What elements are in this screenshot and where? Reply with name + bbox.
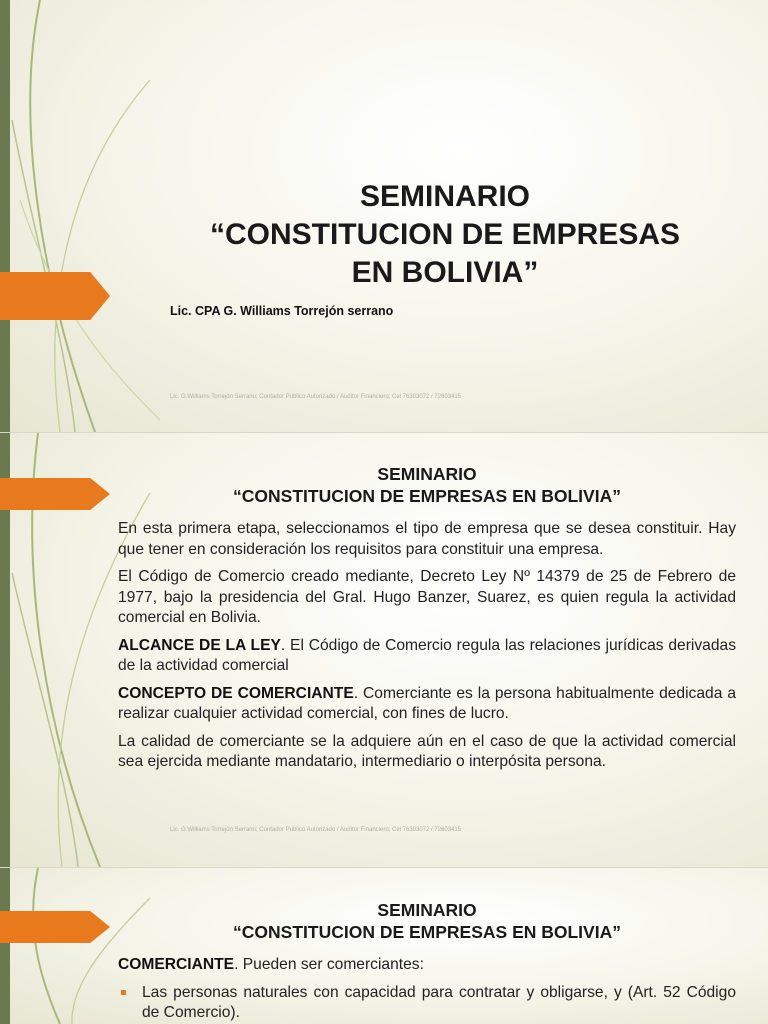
- title-line: SEMINARIO: [377, 900, 477, 920]
- slide-2-title: [118, 463, 736, 507]
- bullet-list: [118, 983, 736, 1024]
- paragraph: El Código de Comercio creado mediante, Decreto Ley Nº 14379 de 25 de Febrero de 1977, bajo la presidencia del Gral. Hugo Banzer, Suarez, es quien regula la actividad comercial en Bolivia.: [118, 568, 736, 626]
- slide-footer: Lic. G.Williams Torrejón Serrano; Contador Publico Autorizado / Auditor Financiero; Cel 76303072 / 72603415: [170, 394, 462, 400]
- bold-term: CONCEPTO DE COMERCIANTE: [118, 684, 354, 702]
- slide-3: [0, 867, 768, 1024]
- paragraph: La calidad de comerciante se la adquiere aún en el caso de que la actividad comercial sea ejercida mediante mandatario, intermediario o interpósita persona.: [118, 732, 736, 770]
- orange-arrow-marker: [0, 911, 110, 943]
- paragraph-text: . El Código de Comercio regula las relaciones jurídicas derivadas de la actividad comercial: [118, 636, 736, 674]
- paragraph-text: . Comerciante es la persona habitualmente dedicada a realizar cualquier actividad comercial, con fines de lucro.: [118, 684, 736, 722]
- title-line: SEMINARIO: [359, 180, 530, 213]
- slide-3-body: [118, 955, 736, 1024]
- author-name: Lic. CPA G. Williams Torrejón serrano: [170, 304, 394, 318]
- slide-1-title: [150, 178, 740, 292]
- title-line: “CONSTITUCION DE EMPRESAS: [209, 218, 681, 251]
- slide-1: [0, 0, 768, 432]
- slide-2-body: [118, 519, 736, 780]
- slide-3-title: [118, 899, 736, 943]
- title-line: “CONSTITUCION DE EMPRESAS EN BOLIVIA”: [233, 486, 621, 506]
- paragraph-text: . Pueden ser comerciantes:: [234, 956, 424, 973]
- orange-arrow-marker: [0, 272, 110, 320]
- paragraph: [118, 684, 736, 725]
- title-line: “CONSTITUCION DE EMPRESAS EN BOLIVIA”: [233, 922, 621, 942]
- slide-2: [0, 432, 768, 867]
- paragraph: En esta primera etapa, seleccionamos el tipo de empresa que se desea constituir. Hay que tener en consideración los requisitos para constituir una empresa.: [118, 520, 736, 558]
- list-item: [118, 983, 736, 1024]
- slide-footer: Lic. G.Williams Torrejón Serrano; Contador Publico Autorizado / Auditor Financiero; Cel 76303072 / 72603415: [170, 827, 462, 833]
- orange-arrow-marker: [0, 478, 110, 510]
- title-line: SEMINARIO: [377, 464, 477, 484]
- bold-term: ALCANCE DE LA LEY: [118, 636, 281, 654]
- list-item-text: Las personas naturales con capacidad para contratar y obligarse, y (Art. 52 Código de Comercio).: [142, 983, 736, 1021]
- paragraph: [118, 955, 736, 976]
- decorative-curves: [0, 0, 160, 432]
- title-line: EN BOLIVIA”: [351, 256, 539, 289]
- paragraph: [118, 636, 736, 677]
- bold-term: COMERCIANTE: [118, 956, 235, 973]
- bullet-square-icon: [121, 990, 126, 995]
